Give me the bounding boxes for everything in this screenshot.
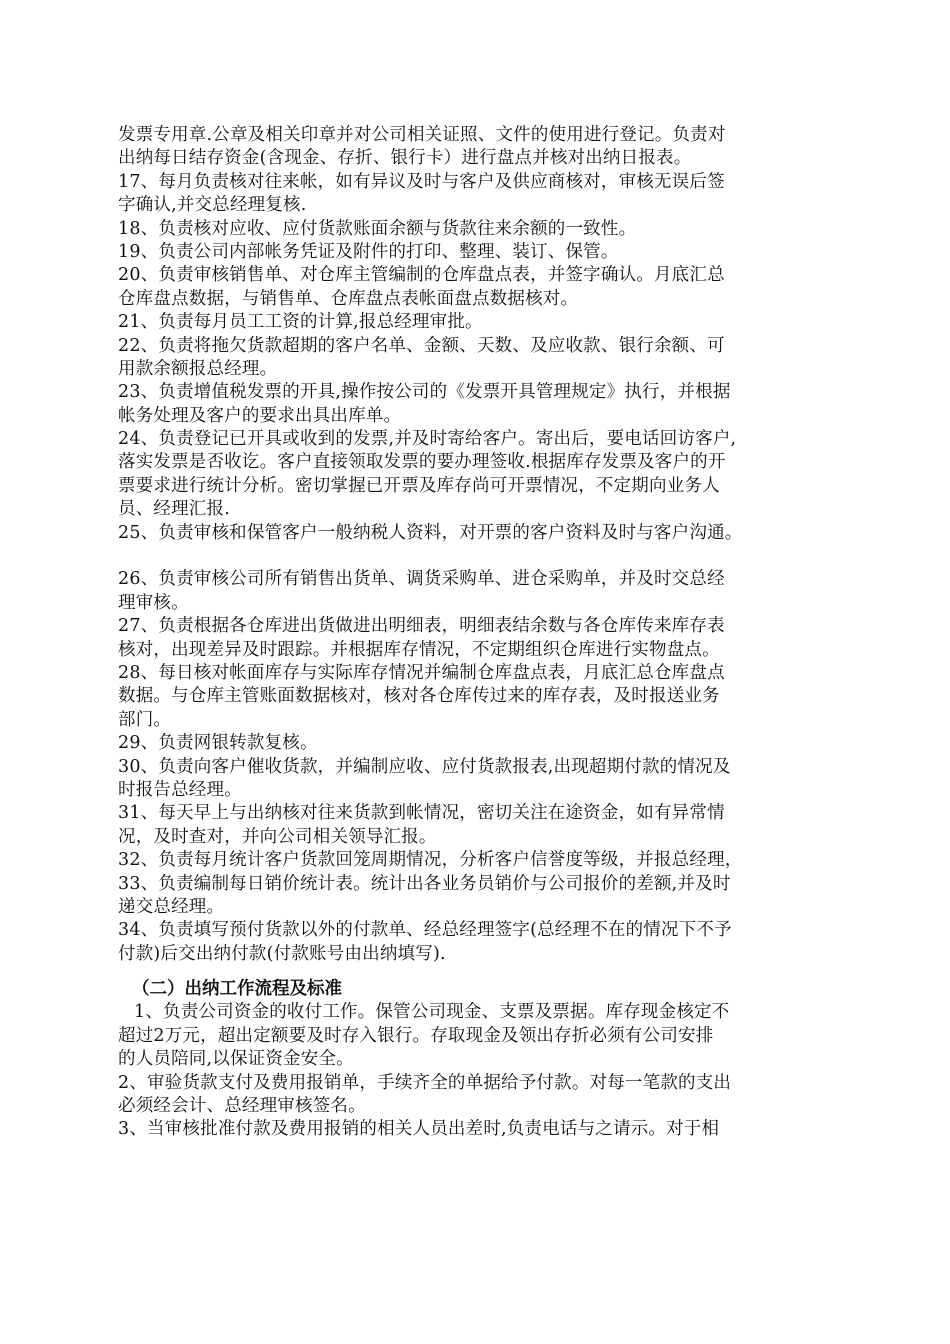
paragraph xyxy=(118,311,828,334)
paragraph xyxy=(118,335,828,382)
text-line: 1、负责公司资金的收付工作。保管公司现金、支票及票据。库存现金核定不 xyxy=(134,1002,730,1023)
paragraph xyxy=(118,662,828,732)
text-line: 数据。与仓库主管账面数据核对，核对各仓库传过来的库存表，及时报送业务 xyxy=(118,686,720,707)
text-line: 27、负责根据各仓库进出货做进出明细表，明细表结余数与各仓库传来库存表 xyxy=(118,616,725,637)
text-line: 部门。 xyxy=(118,709,172,730)
text-line: 32、负责每月统计客户货款回笼周期情况，分析客户信誉度等级，并报总经理， xyxy=(118,850,743,871)
paragraph xyxy=(118,802,828,849)
paragraph xyxy=(118,522,828,545)
text-line: 22、负责将拖欠货款超期的客户名单、金额、天数、及应收款、银行余额、可 xyxy=(118,335,725,356)
text-line: 递交总经理。 xyxy=(118,896,225,917)
text-line: 字确认,并交总经理复核. xyxy=(118,195,307,216)
text-line: 20、负责审核销售单、对仓库主管编制的仓库盘点表，并签字确认。月底汇总 xyxy=(118,265,725,286)
paragraph xyxy=(118,849,828,872)
text-line: 超过2万元，超出定额要及时存入银行。存取现金及领出存折必须有公司安排 xyxy=(118,1025,714,1046)
text-line: 23、负责增值税发票的开具,操作按公司的《发票开具管理规定》执行，并根据 xyxy=(118,382,731,403)
text-line: 的人员陪同,以保证资金安全。 xyxy=(118,1049,354,1070)
paragraph xyxy=(118,381,828,428)
text-line: 18、负责核对应收、应付货款账面余额与货款往来余额的一致性。 xyxy=(118,218,637,239)
text-line: 19、负责公司内部帐务凭证及附件的打印、整理、装订、保管。 xyxy=(118,241,619,262)
document-page xyxy=(118,124,828,1142)
text-line: 付款)后交出纳付款(付款账号由出纳填写). xyxy=(118,943,446,964)
section-heading: （二）出纳工作流程及标准 xyxy=(132,979,342,1000)
text-line: 落实发票是否收讫。客户直接领取发票的要办理签收.根据库存发票及客户的开 xyxy=(118,452,726,473)
paragraph xyxy=(118,1001,828,1071)
paragraph xyxy=(118,732,828,755)
text-line: 24、负责登记已开具或收到的发票,并及时寄给客户。寄出后，要电话回访客户, xyxy=(118,429,737,450)
blank-line xyxy=(118,545,828,568)
text-line: 出纳每日结存资金(含现金、存折、银行卡）进行盘点并核对出纳日报表。 xyxy=(118,148,692,169)
text-line: 31、每天早上与出纳核对往来货款到帐情况，密切关注在途资金，如有异常情 xyxy=(118,803,725,824)
paragraph xyxy=(118,919,828,966)
text-line: 仓库盘点数据，与销售单、仓库盘点表帐面盘点数据核对。 xyxy=(118,288,579,309)
paragraph xyxy=(118,124,828,171)
text-line: 21、负责每月员工工资的计算,报总经理审批。 xyxy=(118,312,483,333)
paragraph xyxy=(118,171,828,218)
text-line: 29、负责网银转款复核。 xyxy=(118,733,318,754)
text-line: 帐务处理及客户的要求出具出库单。 xyxy=(118,405,402,426)
text-line: 34、负责填写预付货款以外的付款单、经总经理签字(总经理不在的情况下不予 xyxy=(118,920,732,941)
paragraph xyxy=(118,241,828,264)
paragraph xyxy=(118,264,828,311)
paragraph xyxy=(118,428,828,522)
section-duties-mid xyxy=(118,568,828,966)
text-line: 2、审验货款支付及费用报销单，手续齐全的单据给予付款。对每一笔款的支出 xyxy=(118,1072,732,1093)
text-line: 核对，出现差异及时跟踪。并根据库存情况，不定期组织仓库进行实物盘点。 xyxy=(118,639,720,660)
paragraph xyxy=(118,615,828,662)
text-line: 用款余额报总经理。 xyxy=(118,358,278,379)
text-line: 况，及时查对，并向公司相关领导汇报。 xyxy=(118,826,437,847)
text-line: 30、负责向客户催收货款，并编制应收、应付货款报表,出现超期付款的情况及 xyxy=(118,756,731,777)
paragraph xyxy=(118,756,828,803)
section-duties-top xyxy=(118,124,828,545)
paragraph xyxy=(118,218,828,241)
text-line: 理审核。 xyxy=(118,592,189,613)
text-line: 时报告总经理。 xyxy=(118,779,242,800)
text-line: 33、负责编制每日销价统计表。统计出各业务员销价与公司报价的差额,并及时 xyxy=(118,873,731,894)
paragraph xyxy=(118,1072,828,1119)
text-line: 28、每日核对帐面库存与实际库存情况并编制仓库盘点表，月底汇总仓库盘点 xyxy=(118,662,725,683)
text-line: 3、当审核批准付款及费用报销的相关人员出差时,负责电话与之请示。对于相 xyxy=(118,1119,720,1140)
paragraph xyxy=(118,568,828,615)
paragraph xyxy=(118,873,828,920)
section-cashier-process xyxy=(118,1001,828,1141)
text-line: 17、每月负责核对往来帐，如有异议及时与客户及供应商核对，审核无误后签 xyxy=(118,171,725,192)
text-line: 发票专用章.公章及相关印章并对公司相关证照、文件的使用进行登记。负责对 xyxy=(118,125,726,145)
text-line: 票要求进行统计分析。密切掌握已开票及库存尚可开票情况，不定期向业务人 xyxy=(118,475,720,496)
text-line: 26、负责审核公司所有销售出货单、调货采购单、进仓采购单，并及时交总经 xyxy=(118,569,725,590)
text-line: 必须经会计、总经理审核签名。 xyxy=(118,1096,366,1117)
text-line: 员、经理汇报. xyxy=(118,499,230,520)
text-line: 25、负责审核和保管客户一般纳税人资料，对开票的客户资料及时与客户沟通。 xyxy=(118,522,743,543)
paragraph xyxy=(118,1118,828,1141)
